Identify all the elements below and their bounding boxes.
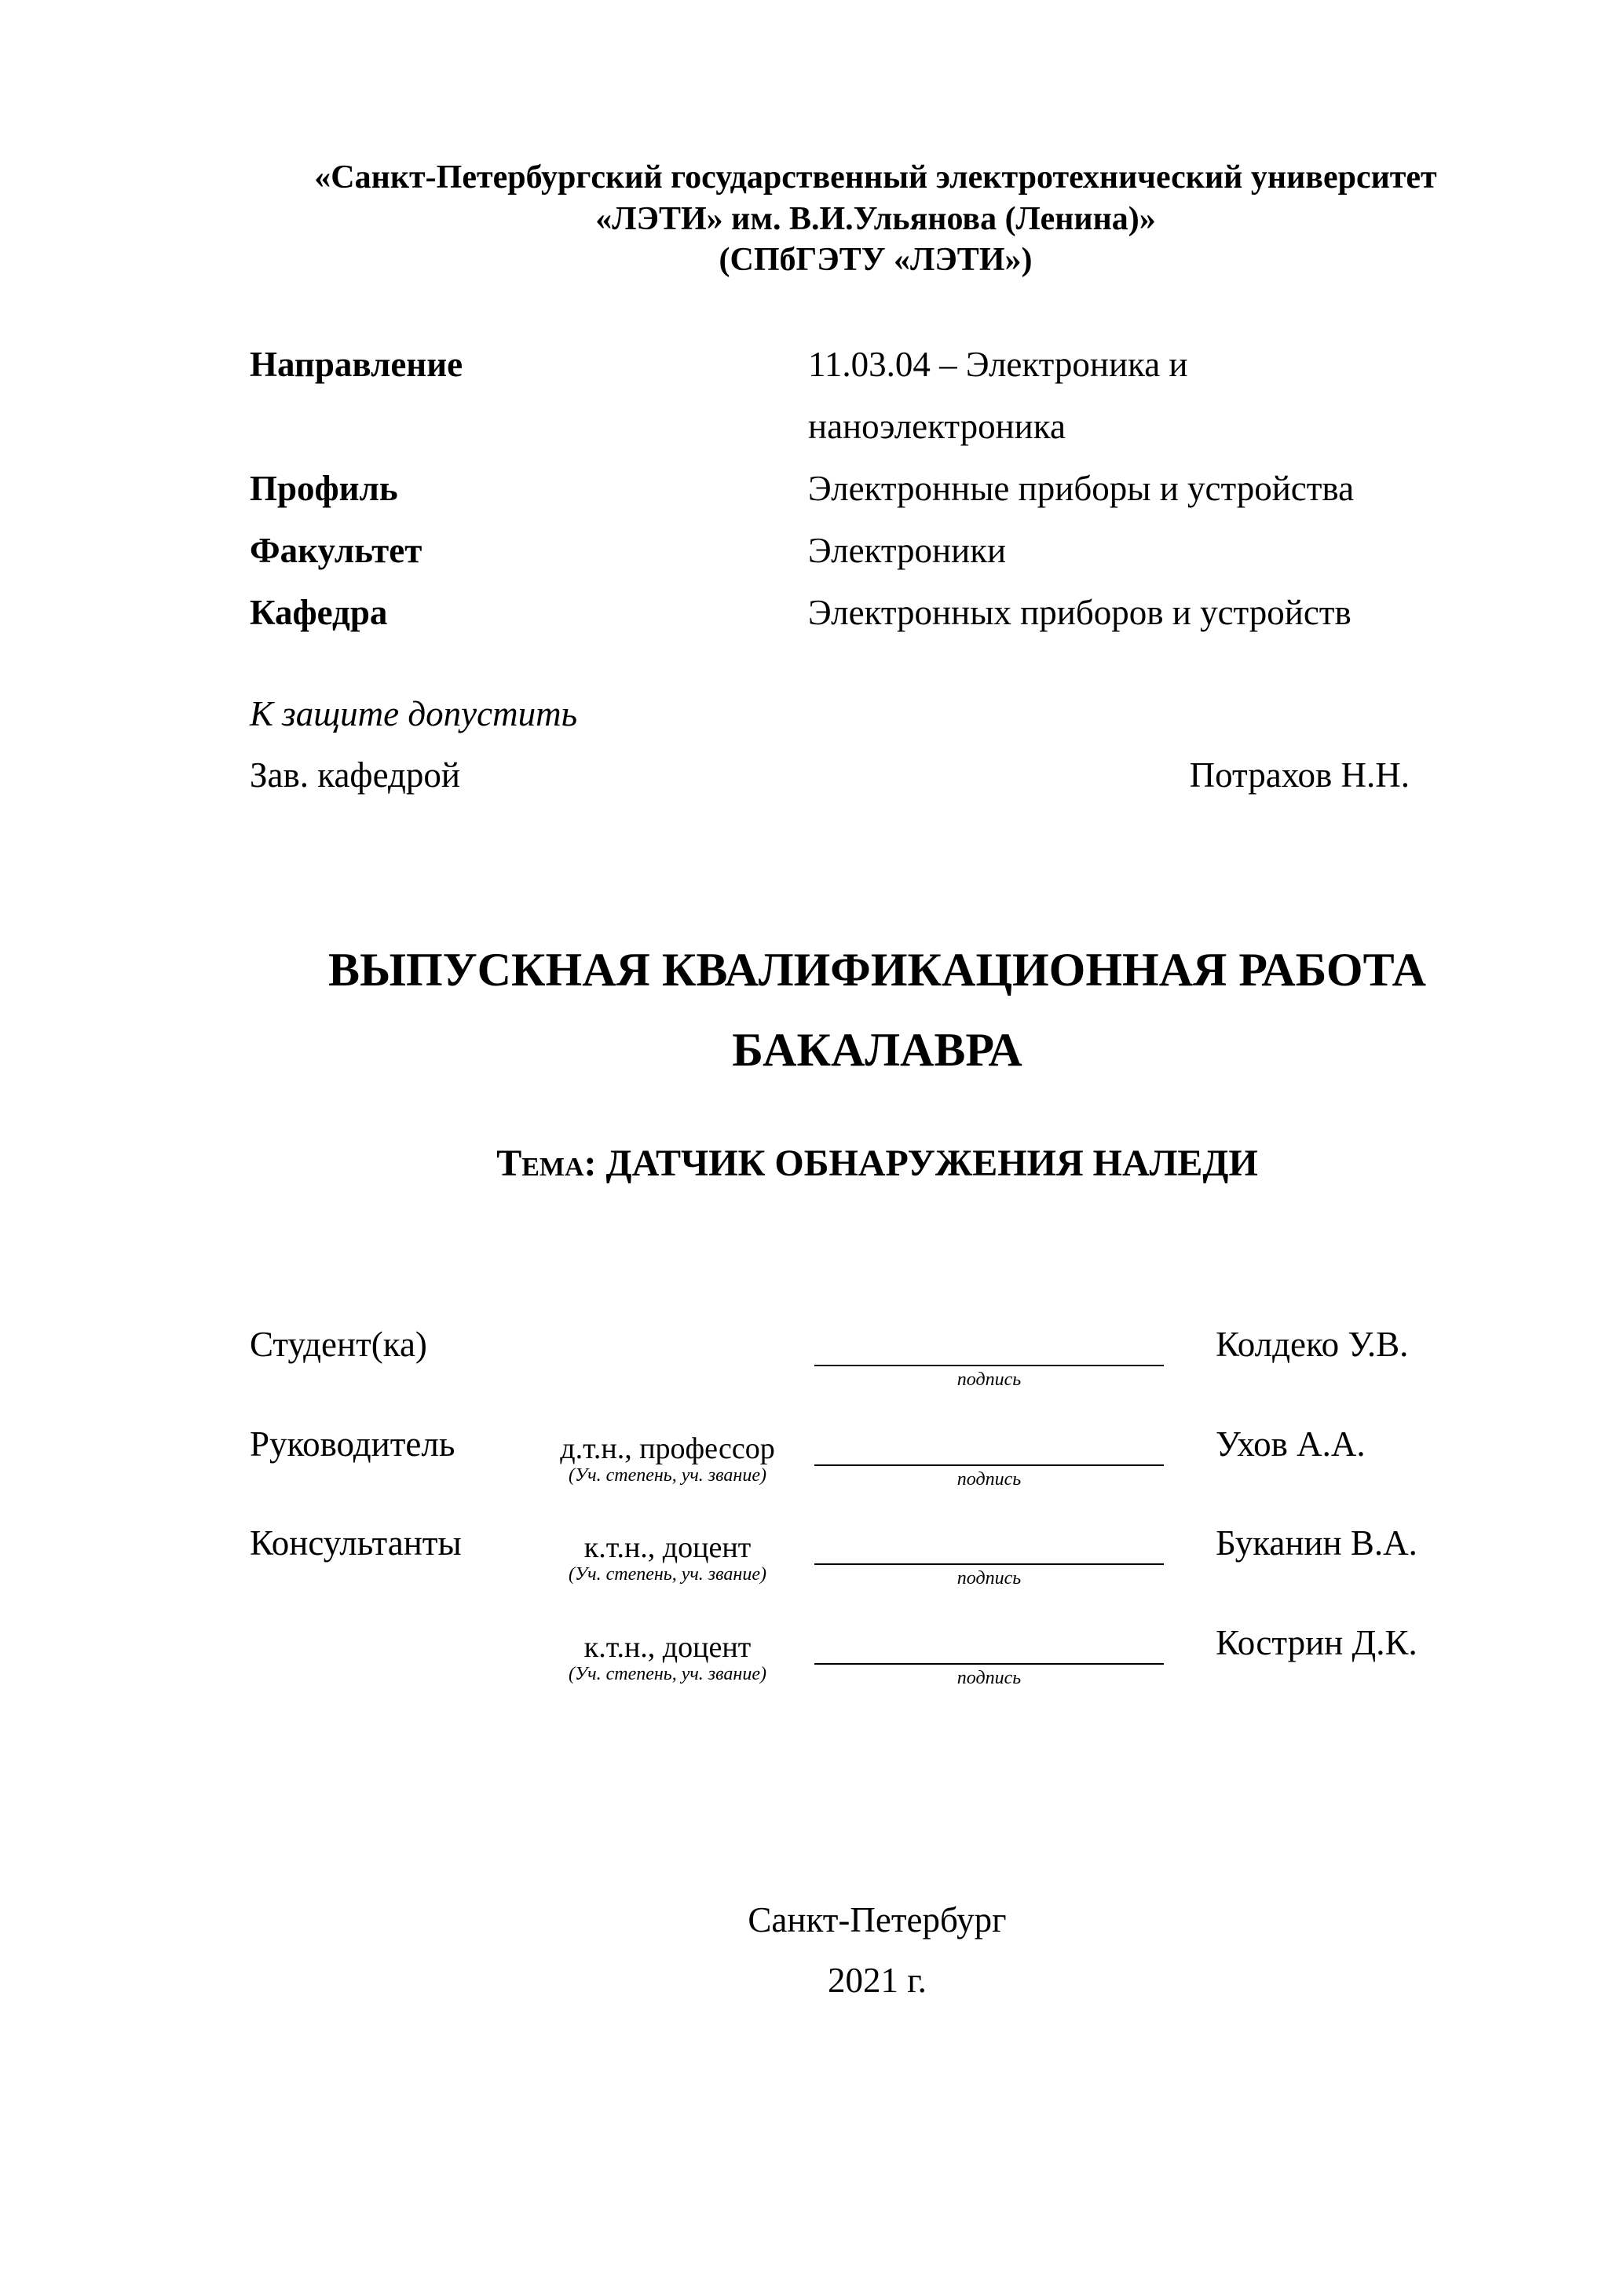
university-name-line2: «ЛЭТИ» им. В.И.Ульянова (Ленина)»: [595, 201, 1156, 237]
title-line1: ВЫПУСКНАЯ КВАЛИФИКАЦИОННАЯ РАБОТА: [328, 944, 1426, 996]
degree-hint: (Уч. степень, уч. звание): [569, 1465, 766, 1486]
year: 2021 г.: [828, 1961, 927, 2000]
department-label: Кафедра: [250, 593, 388, 632]
faculty-value: Электроники: [808, 531, 1007, 570]
signature-hint: подпись: [956, 1668, 1022, 1688]
topic-label: Тема:: [496, 1143, 597, 1184]
signature-line: [814, 1464, 1164, 1466]
student-name: Колдеко У.В.: [1216, 1325, 1409, 1364]
consultant-degree: к.т.н., доцент: [583, 1531, 752, 1564]
signature-hint: подпись: [956, 1568, 1022, 1589]
signature-line: [814, 1663, 1164, 1665]
supervisor-label: Руководитель: [250, 1424, 455, 1464]
signature-line: [814, 1365, 1164, 1366]
consultant-name: Буканин В.А.: [1216, 1523, 1417, 1563]
consultant-name: Кострин Д.К.: [1216, 1623, 1417, 1662]
title-line2: БАКАЛАВРА: [732, 1024, 1022, 1076]
supervisor-name: Ухов А.А.: [1216, 1424, 1366, 1464]
admit-text: К защите допустить: [250, 694, 578, 733]
head-name: Потрахов Н.Н.: [1189, 755, 1410, 795]
signature-hint: подпись: [956, 1469, 1022, 1490]
department-value: Электронных приборов и устройств: [808, 593, 1352, 632]
consultant-degree: к.т.н., доцент: [583, 1631, 752, 1664]
direction-label: Направление: [250, 345, 463, 384]
head-label: Зав. кафедрой: [250, 755, 460, 795]
profile-value: Электронные приборы и устройства: [808, 469, 1355, 508]
faculty-label: Факультет: [250, 531, 422, 570]
degree-hint: (Уч. степень, уч. звание): [569, 1564, 766, 1585]
signature-hint: подпись: [956, 1369, 1022, 1390]
student-label: Студент(ка): [250, 1325, 427, 1364]
direction-value: 11.03.04 – Электроника и: [808, 345, 1188, 384]
degree-hint: (Уч. степень, уч. звание): [569, 1664, 766, 1684]
direction-value-cont: наноэлектроника: [808, 407, 1066, 446]
topic-line: [0, 1145, 1624, 1183]
profile-label: Профиль: [250, 469, 398, 508]
supervisor-degree: д.т.н., профессор: [560, 1432, 775, 1465]
university-abbr: (СПбГЭТУ «ЛЭТИ»): [719, 242, 1033, 278]
signature-line: [814, 1563, 1164, 1565]
topic-value: ДАТЧИК ОБНАРУЖЕНИЯ НАЛЕДИ: [605, 1143, 1258, 1184]
university-name-line1: «Санкт-Петербургский государственный электротехнический университет: [314, 159, 1437, 196]
consultants-label: Консультанты: [250, 1523, 462, 1563]
city: Санкт-Петербург: [748, 1900, 1007, 1940]
